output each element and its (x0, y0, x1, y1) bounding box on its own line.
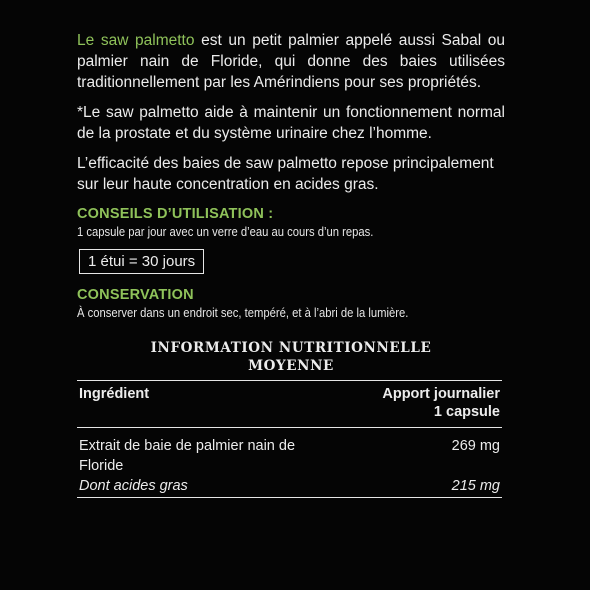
duration-box: 1 étui = 30 jours (79, 249, 204, 274)
claim-paragraph: *Le saw palmetto aide à maintenir un fonctionnement normal de la prostate et du système urinaire chez l’homme. (77, 104, 505, 142)
intro-paragraph (77, 30, 505, 93)
nutrition-title (77, 339, 505, 375)
header-ingredient: Ingrédient (77, 381, 311, 428)
header-dose (311, 381, 502, 428)
row-subitem-name: Dont acides gras (77, 476, 311, 498)
product-info (77, 30, 505, 498)
conservation-title: CONSERVATION (77, 287, 194, 303)
row-ingredient-name: Extrait de baie de palmier nain de Floride (77, 428, 311, 477)
header-dose-line1: Apport journalier (382, 386, 500, 402)
table-header-row (77, 381, 502, 428)
usage-text: 1 capsule par jour avec un verre d’eau au cours d’un repas. (77, 225, 374, 239)
table-row (77, 428, 502, 477)
row-subitem-value: 215 mg (311, 476, 502, 498)
nutrition-table (77, 380, 502, 498)
usage-title: CONSEILS D’UTILISATION : (77, 206, 274, 222)
conservation-text: À conserver dans un endroit sec, tempéré, et à l’abri de la lumière. (77, 306, 409, 320)
nutrition-title-line1: INFORMATION NUTRITIONNELLE (150, 340, 432, 356)
intro-text: est un petit palmier appelé aussi Sabal ou palmier nain de Floride, qui donne des baies utilisées traditionnellement par les Amérindiens pour ses propriétés. (77, 32, 505, 91)
nutrition-title-line2: MOYENNE (248, 358, 334, 374)
header-dose-line2: 1 capsule (433, 404, 500, 420)
row-ingredient-value: 269 mg (311, 428, 502, 477)
efficacy-paragraph: L’efficacité des baies de saw palmetto repose principalement sur leur haute concentration en acides gras. (77, 155, 494, 193)
intro-highlight: Le saw palmetto (77, 32, 195, 49)
table-row (77, 476, 502, 498)
